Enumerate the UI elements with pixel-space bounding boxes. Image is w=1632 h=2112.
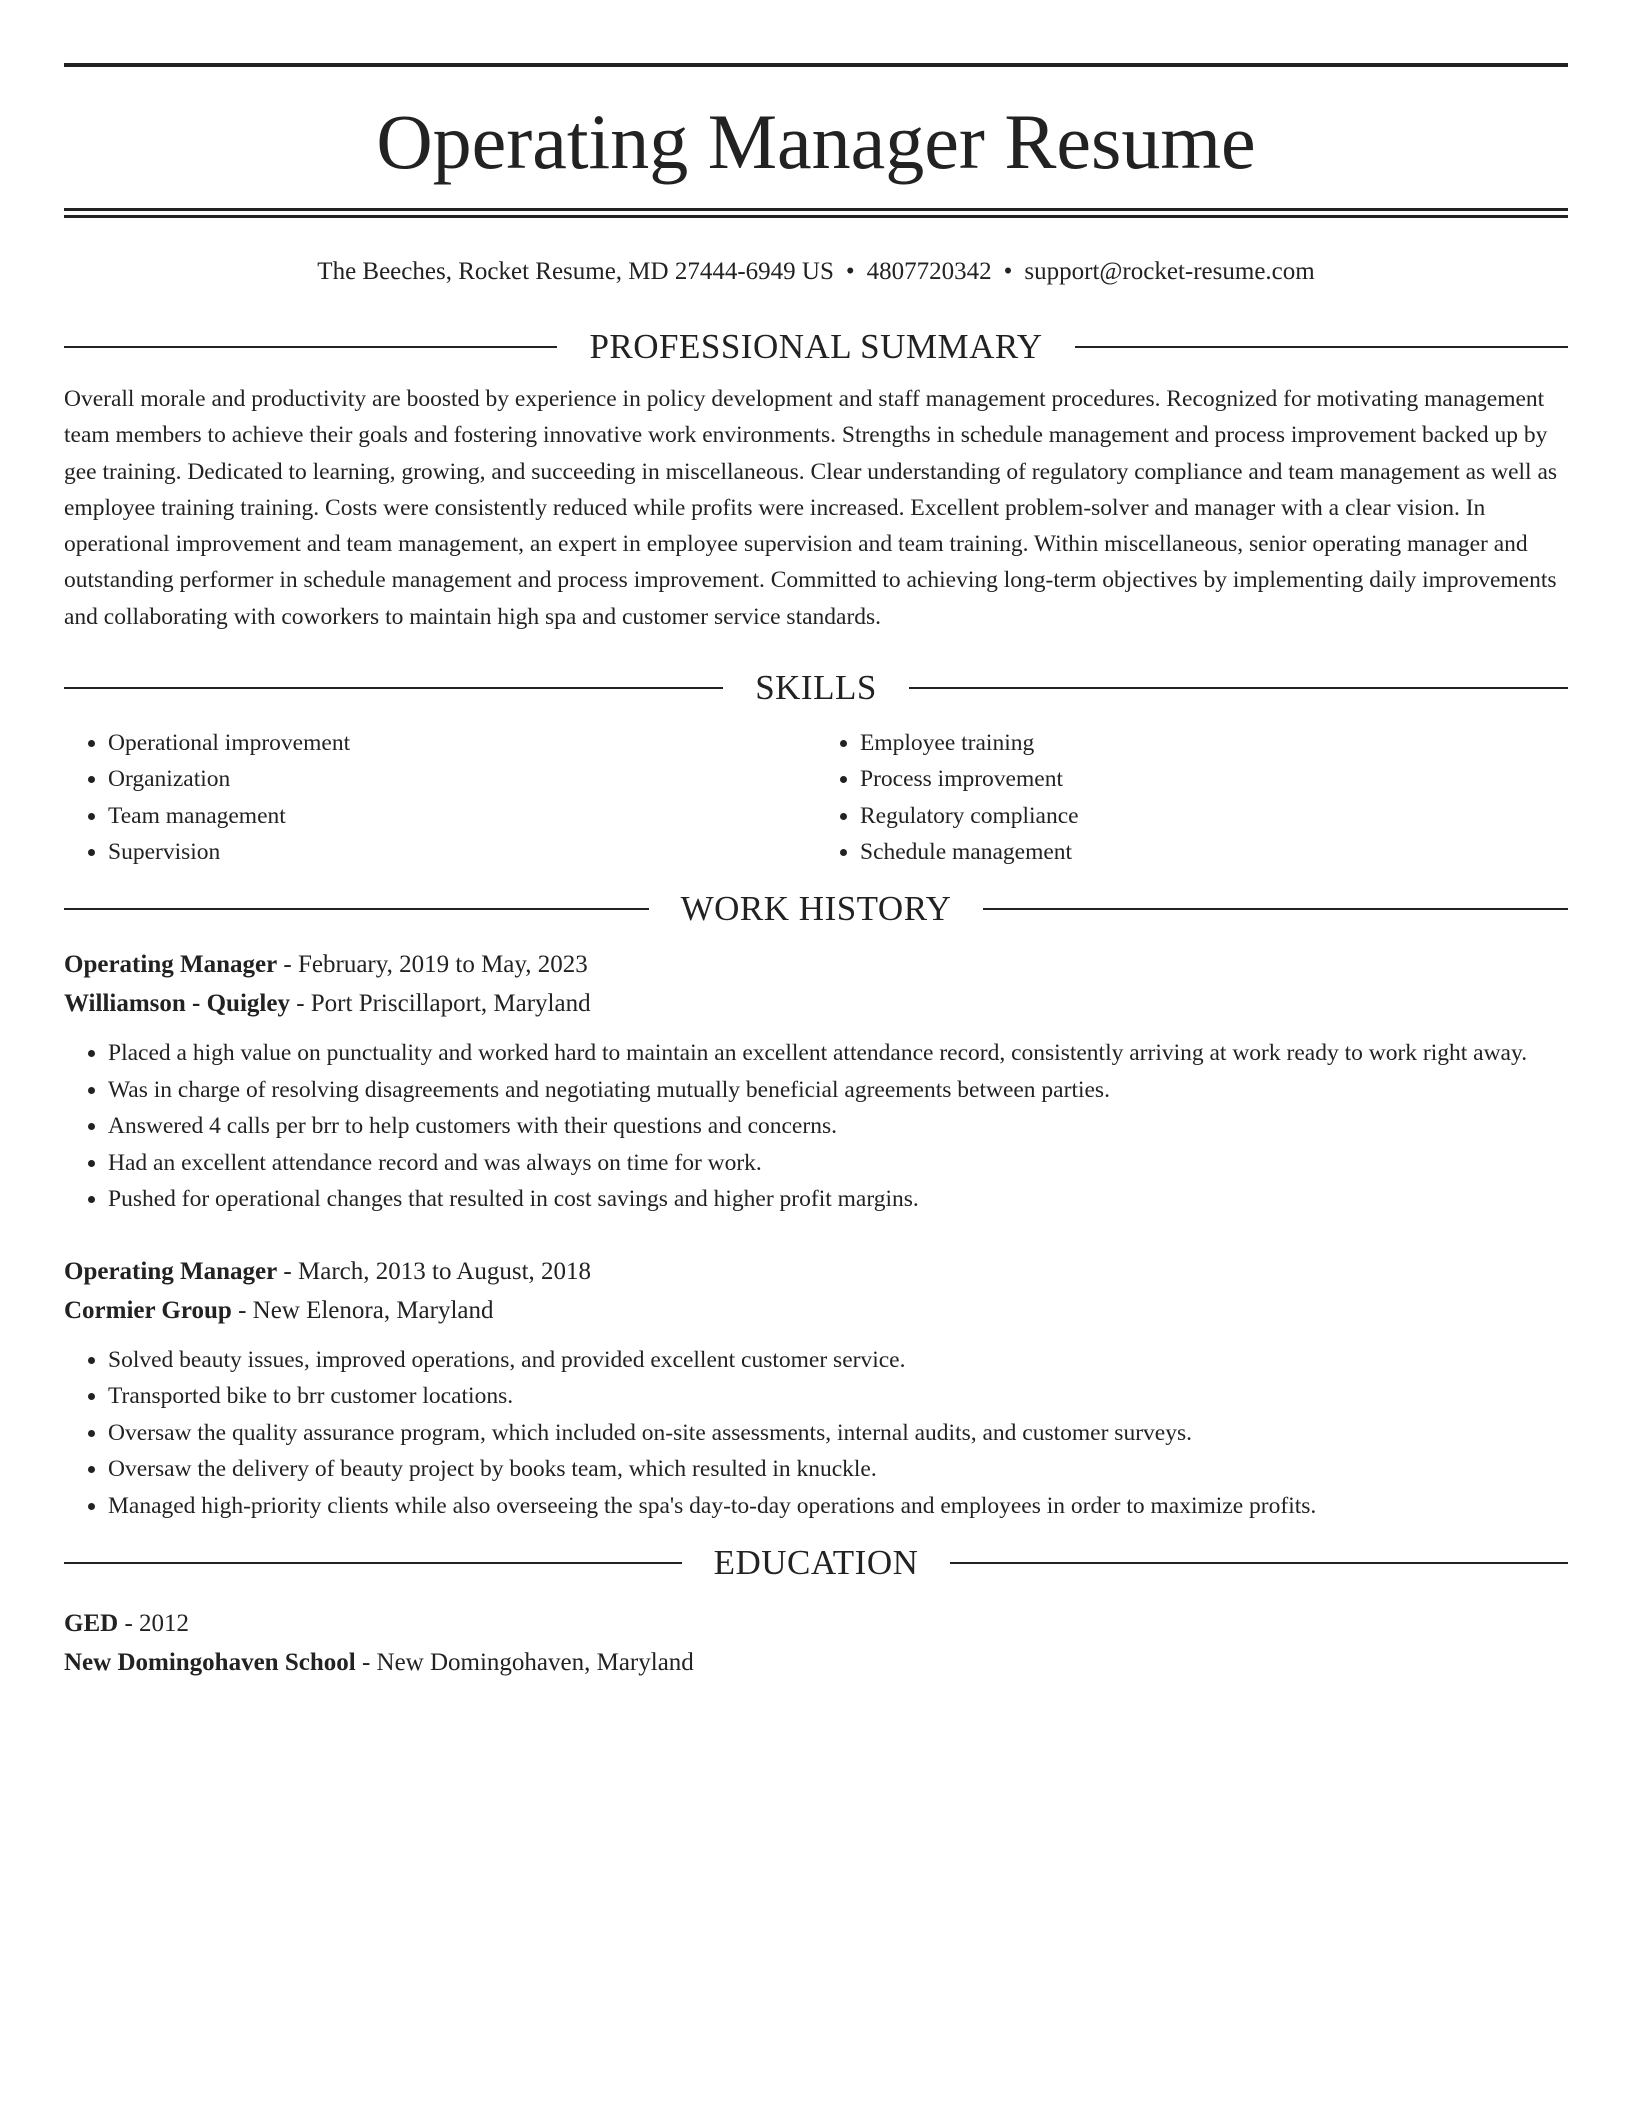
job-dates: - February, 2019 to May, 2023 <box>277 951 588 979</box>
list-item: • Managed high-priority clients while also overseeing the spa's day-to-day operations and employees in order to maximize profits. <box>108 1488 1568 1525</box>
skills-column-right <box>816 725 1568 870</box>
skill-item: • Regulatory compliance <box>860 798 1568 834</box>
job-location: - New Elenora, Maryland <box>231 1296 494 1324</box>
section-rule <box>909 687 1568 689</box>
list-item: • Solved beauty issues, improved operations, and provided excellent customer service. <box>108 1342 1568 1379</box>
list-item: • Oversaw the delivery of beauty project by books team, which resulted in knuckle. <box>108 1451 1568 1488</box>
section-rule <box>64 346 557 348</box>
education-degree-line <box>64 1604 1568 1643</box>
skill-item: • Schedule management <box>860 834 1568 870</box>
section-rule <box>64 908 649 910</box>
section-title-work: WORK HISTORY <box>680 889 952 929</box>
skill-item: • Supervision <box>108 834 816 870</box>
contact-separator: • <box>845 258 855 285</box>
resume-page <box>64 0 1568 1682</box>
job-entry <box>64 1252 1568 1525</box>
section-header-summary <box>64 322 1568 372</box>
education-location: - New Domingohaven, Maryland <box>355 1649 694 1677</box>
section-title-summary: PROFESSIONAL SUMMARY <box>589 327 1043 366</box>
job-bullets <box>64 1035 1568 1218</box>
section-rule <box>64 1562 682 1564</box>
section-header-work <box>64 884 1568 934</box>
skill-item: • Operational improvement <box>108 725 816 761</box>
section-header-education <box>64 1538 1568 1588</box>
section-rule <box>1075 346 1568 348</box>
section-rule <box>983 908 1568 910</box>
contact-email: support@rocket-resume.com <box>1024 258 1315 285</box>
list-item: • Had an excellent attendance record and was always on time for work. <box>108 1145 1568 1182</box>
job-company-line <box>64 984 1568 1023</box>
section-header-skills <box>64 663 1568 713</box>
job-company: Williamson - Quigley <box>64 990 290 1018</box>
skill-item: • Employee training <box>860 725 1568 761</box>
list-item: • Transported bike to brr customer locations. <box>108 1378 1568 1415</box>
section-title-education: EDUCATION <box>713 1543 919 1583</box>
job-title: Operating Manager <box>64 951 278 979</box>
education-year: - 2012 <box>118 1610 190 1638</box>
title-double-rule <box>64 208 1568 218</box>
education-school-line <box>64 1643 1568 1682</box>
section-rule <box>950 1562 1568 1564</box>
section-rule <box>64 687 723 689</box>
education-entry <box>64 1604 1568 1682</box>
job-company: Cormier Group <box>64 1296 232 1324</box>
skill-item: • Organization <box>108 761 816 797</box>
job-company-line <box>64 1291 1568 1330</box>
education-degree: GED <box>64 1610 119 1638</box>
skill-item: • Team management <box>108 798 816 834</box>
job-title-line <box>64 1252 1568 1291</box>
job-bullets <box>64 1342 1568 1525</box>
skills-column-left <box>64 725 816 870</box>
list-item: • Pushed for operational changes that resulted in cost savings and higher profit margins. <box>108 1181 1568 1218</box>
section-title-skills: SKILLS <box>755 668 877 708</box>
contact-phone: 4807720342 <box>866 258 992 285</box>
job-entry <box>64 945 1568 1218</box>
page-title: Operating Manager Resume <box>376 98 1256 185</box>
contact-line <box>64 252 1568 292</box>
education-school: New Domingohaven School <box>64 1649 356 1677</box>
list-item: • Answered 4 calls per brr to help customers with their questions and concerns. <box>108 1108 1568 1145</box>
skill-item: • Process improvement <box>860 761 1568 797</box>
summary-text: Overall morale and productivity are boosted by experience in policy development and staff management procedures. Recognized for motivating management team members to achieve their goals and fostering innovative work environments. Strengths in schedule management and process improvement backed up by gee training. Dedicated to learning, growing, and succeeding in miscellaneous. Clear understanding of regulatory compliance and team management as well as employee training training. Costs were consistently reduced while profits were increased. Excellent problem-solver and manager with a clear vision. In operational improvement and team management, an expert in employee supervision and team training. Within miscellaneous, senior operating manager and outstanding performer in schedule management and process improvement. Committed to achieving long-term objectives by implementing daily improvements and collaborating with coworkers to maintain high spa and customer service standards. <box>64 386 1558 630</box>
list-item: • Was in charge of resolving disagreements and negotiating mutually beneficial agreements between parties. <box>108 1072 1568 1109</box>
top-rule <box>64 63 1568 67</box>
list-item: • Oversaw the quality assurance program, which included on-site assessments, internal audits, and customer surveys. <box>108 1415 1568 1452</box>
contact-address: The Beeches, Rocket Resume, MD 27444-6949 US <box>317 258 834 285</box>
job-location: - Port Priscillaport, Maryland <box>289 990 591 1018</box>
contact-separator: • <box>1003 258 1013 285</box>
skills-list <box>64 725 1568 870</box>
list-item: • Placed a high value on punctuality and worked hard to maintain an excellent attendance record, consistently arriving at work ready to work right away. <box>108 1035 1568 1072</box>
job-dates: - March, 2013 to August, 2018 <box>277 1257 592 1285</box>
job-title: Operating Manager <box>64 1257 278 1285</box>
job-title-line <box>64 945 1568 984</box>
